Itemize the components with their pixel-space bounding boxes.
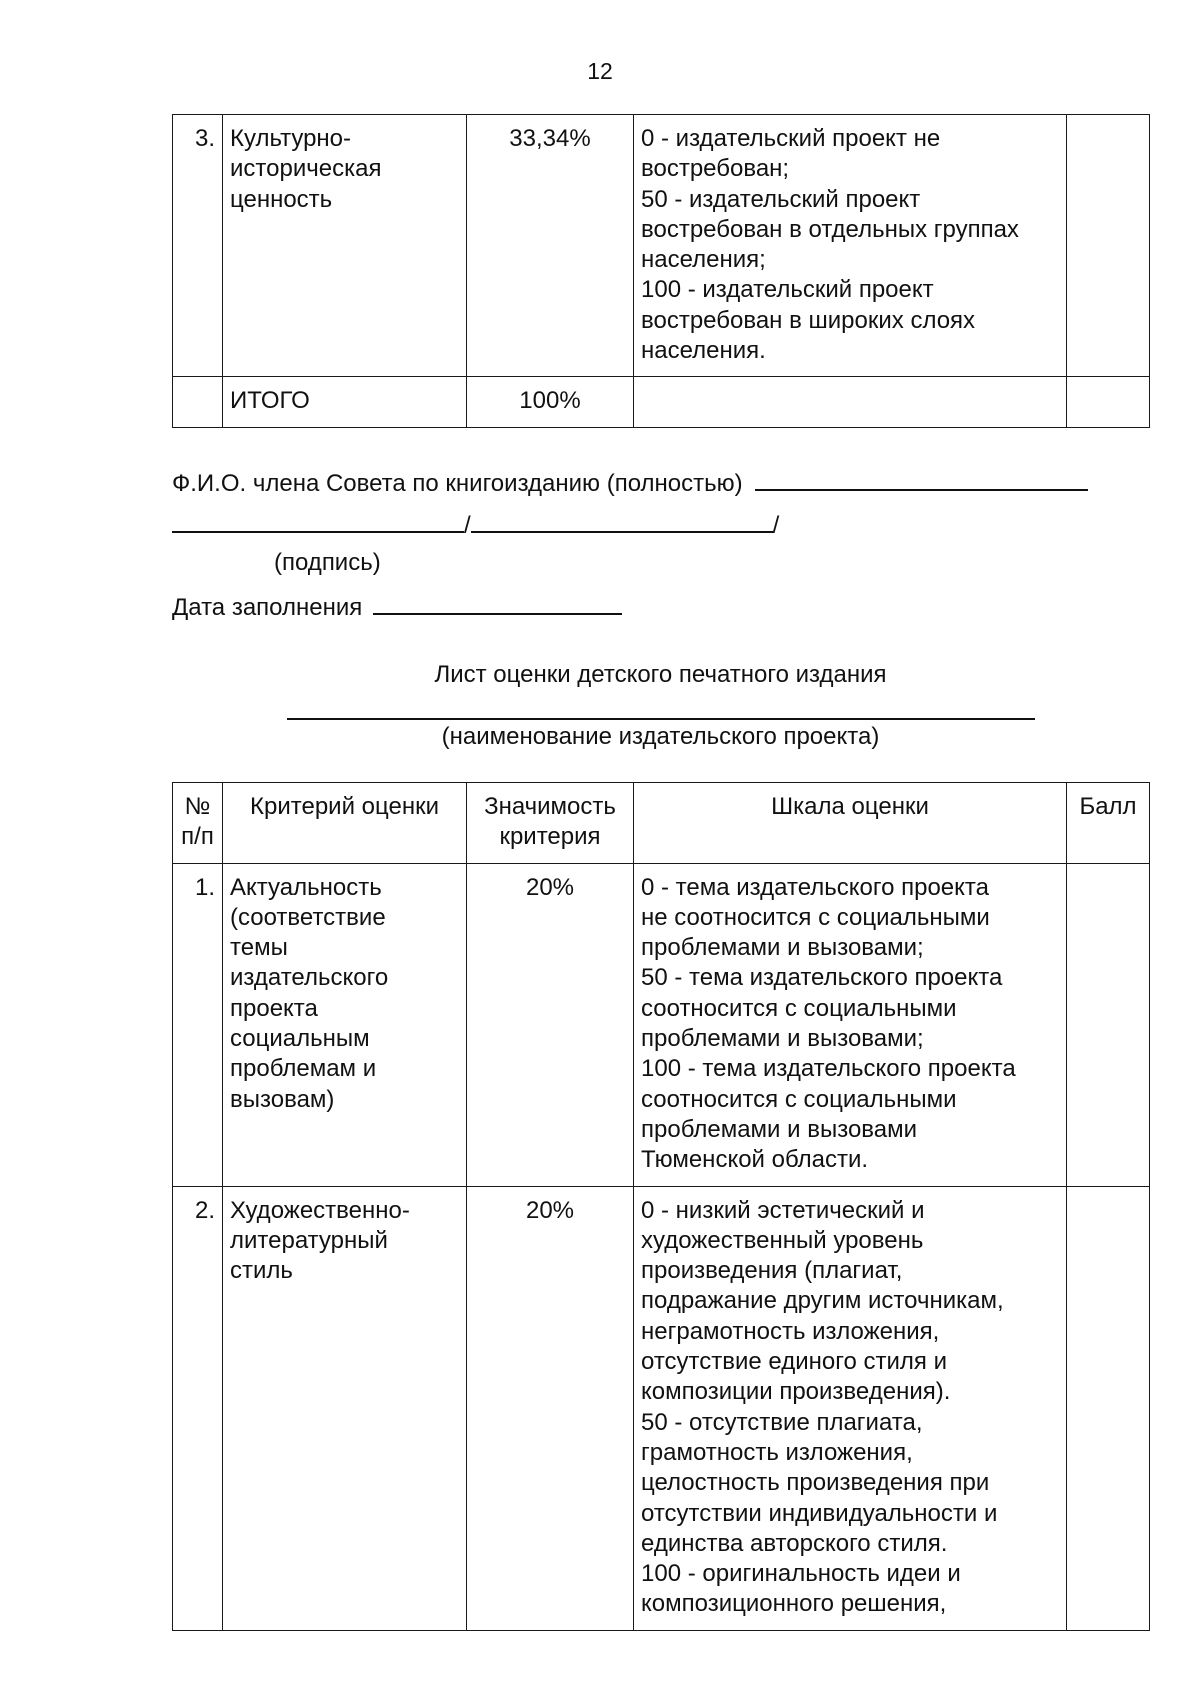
scale-line: 50 - издательский проект (641, 185, 921, 213)
table-row (173, 1186, 1150, 1630)
fio-label: Ф.И.О. члена Совета по книгоизданию (полностью) (172, 470, 743, 497)
row-number: 2. (173, 1186, 223, 1630)
signature-caption: (подпись) (274, 549, 381, 576)
criteria-table-continued (172, 114, 1150, 428)
scale-line: Тюменской области. (641, 1146, 869, 1174)
header-criterion: Критерий оценки (223, 783, 467, 864)
total-label-cell: ИТОГО (223, 377, 467, 427)
header-score: Балл (1067, 783, 1150, 864)
scale-cell (634, 377, 1067, 427)
criterion-cell (223, 115, 467, 377)
scale-line: композиции произведения). (641, 1378, 951, 1406)
row-number: 3. (173, 115, 223, 377)
scale-line: единства авторского стиля. (641, 1529, 948, 1557)
criterion-line: литературный (230, 1226, 388, 1254)
scale-line: 100 - тема издательского проекта (641, 1055, 1016, 1083)
scale-line: проблемами и вызовами (641, 1115, 918, 1143)
date-label: Дата заполнения (172, 594, 363, 621)
date-line (172, 589, 622, 623)
date-blank[interactable] (373, 589, 622, 615)
scale-line: соотносится с социальными (641, 994, 957, 1022)
signature-decoding-blank[interactable] (471, 507, 773, 533)
header-num (173, 783, 223, 864)
row-number: 1. (173, 863, 223, 1186)
scale-cell (634, 863, 1067, 1186)
row-number (173, 377, 223, 427)
weight-cell: 20% (467, 863, 634, 1186)
scale-line: проблемами и вызовами; (641, 934, 924, 962)
scale-line: не соотносится с социальными (641, 903, 990, 931)
scale-line: 100 - издательский проект (641, 276, 934, 304)
criterion-line: Актуальность (230, 873, 382, 901)
criterion-cell (223, 1186, 467, 1630)
fio-blank[interactable] (755, 465, 1088, 491)
header-weight (467, 783, 634, 864)
criterion-line: ценность (230, 185, 333, 213)
scale-line: востребован в отдельных группах (641, 215, 1019, 243)
fio-line (172, 465, 1088, 499)
scale-line: подражание другим источникам, (641, 1287, 1004, 1315)
score-cell[interactable] (1067, 863, 1150, 1186)
scale-cell (634, 1186, 1067, 1630)
criteria-table (172, 782, 1150, 1631)
total-weight-cell: 100% (467, 377, 634, 427)
signature-slash: / (772, 512, 780, 539)
criterion-line: издательского (230, 964, 389, 992)
weight-cell: 20% (467, 1186, 634, 1630)
scale-line: отсутствии индивидуальности и (641, 1499, 998, 1527)
scale-line: проблемами и вызовами; (641, 1025, 924, 1053)
scale-line: произведения (плагиат, (641, 1257, 903, 1285)
criterion-line: Художественно- (230, 1196, 410, 1224)
score-cell[interactable] (1067, 377, 1150, 427)
scale-line: востребован в широких слоях (641, 306, 976, 334)
signature-slash: / (464, 512, 471, 539)
signature-blank[interactable] (172, 507, 464, 533)
scale-line: соотносится с социальными (641, 1085, 957, 1113)
table-header-row (173, 783, 1150, 864)
scale-line: 50 - тема издательского проекта (641, 964, 1003, 992)
evaluation-sheet-title: Лист оценки детского печатного издания (434, 661, 887, 688)
criterion-line: Культурно- (230, 125, 352, 152)
table-row (173, 863, 1150, 1186)
scale-line: населения; (641, 246, 766, 274)
score-cell[interactable] (1067, 115, 1150, 377)
signature-line (172, 507, 779, 541)
scale-line: 50 - отсутствие плагиата, (641, 1408, 923, 1436)
criterion-line: проблемам и (230, 1055, 377, 1083)
criterion-line: историческая (230, 155, 382, 183)
scale-line: композиционного решения, (641, 1590, 947, 1618)
project-name-caption: (наименование издательского проекта) (441, 723, 880, 750)
scale-line: 0 - тема издательского проекта (641, 873, 989, 901)
scale-line: 0 - издательский проект не (641, 125, 941, 152)
scale-line: востребован; (641, 155, 790, 183)
scale-line: населения. (641, 337, 766, 365)
weight-cell: 33,34% (467, 115, 634, 377)
page-number: 12 (587, 58, 613, 84)
scale-line: целостность произведения при (641, 1469, 990, 1497)
criterion-line: вызовам) (230, 1085, 335, 1113)
table-row (173, 115, 1150, 377)
criterion-line: стиль (230, 1257, 293, 1285)
score-cell[interactable] (1067, 1186, 1150, 1630)
scale-line: 0 - низкий эстетический и (641, 1196, 925, 1224)
scale-cell (634, 115, 1067, 377)
criterion-line: темы (230, 934, 288, 962)
header-weight-line: Значимость (484, 793, 616, 820)
header-scale: Шкала оценки (634, 783, 1067, 864)
criterion-cell (223, 863, 467, 1186)
criterion-line: проекта (230, 994, 318, 1022)
project-name-blank[interactable] (287, 718, 1035, 720)
header-num-line: п/п (181, 823, 214, 851)
scale-line: отсутствие единого стиля и (641, 1348, 947, 1376)
scale-line: неграмотность изложения, (641, 1317, 940, 1345)
scale-line: художественный уровень (641, 1226, 924, 1254)
scale-line: 100 - оригинальность идеи и (641, 1560, 961, 1588)
table-row-total (173, 377, 1150, 427)
header-num-line: № (184, 793, 211, 820)
scale-line: грамотность изложения, (641, 1438, 913, 1466)
header-weight-line: критерия (499, 823, 601, 851)
criterion-line: социальным (230, 1025, 370, 1053)
criterion-line: (соответствие (230, 903, 386, 931)
